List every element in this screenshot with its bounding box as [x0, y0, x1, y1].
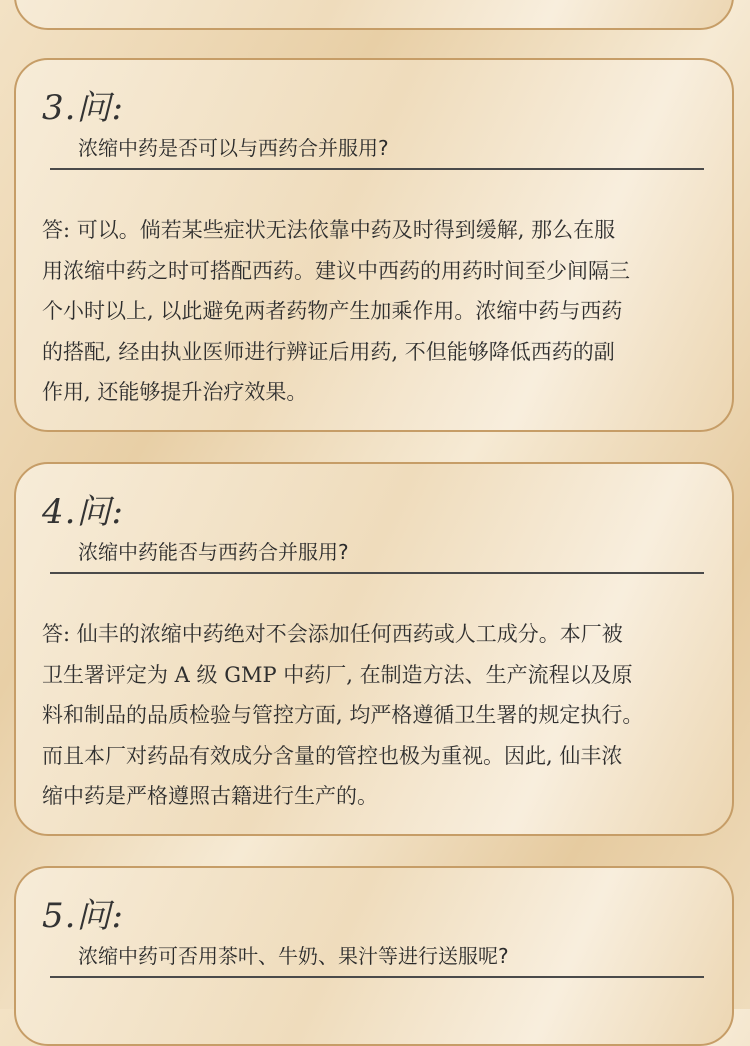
answer-line: 个小时以上, 以此避免两者药物产生加乘作用。浓缩中药与西药 [42, 299, 623, 323]
answer-line: 卫生署评定为 A 级 GMP 中药厂, 在制造方法、生产流程以及原 [42, 662, 633, 687]
answer-line: 答: 可以。倘若某些症状无法依靠中药及时得到缓解, 那么在服 [42, 218, 616, 242]
question-text: 浓缩中药可否用茶叶、牛奶、果汁等进行送服呢? [78, 944, 509, 968]
question-number: 3.问: [42, 88, 124, 128]
question-number: 4.问: [42, 492, 124, 532]
answer-line: 答: 仙丰的浓缩中药绝对不会添加任何西药或人工成分。本厂被 [42, 622, 623, 646]
divider [50, 572, 704, 574]
faq-card-5 [14, 866, 734, 1046]
answer-text [42, 614, 722, 817]
divider [50, 168, 704, 170]
question-text: 浓缩中药能否与西药合并服用? [78, 540, 349, 564]
question-text: 浓缩中药是否可以与西药合并服用? [78, 136, 389, 160]
answer-line: 的搭配, 经由执业医师进行辨证后用药, 不但能够降低西药的副 [42, 339, 615, 364]
answer-line: 料和制品的品质检验与管控方面, 均严格遵循卫生署的规定执行。 [42, 703, 644, 727]
answer-line: 作用, 还能够提升治疗效果。 [42, 380, 308, 404]
answer-line: 而且本厂对药品有效成分含量的管控也极为重视。因此, 仙丰浓 [42, 743, 623, 768]
faq-card-3 [14, 58, 734, 432]
divider [50, 976, 704, 978]
answer-line: 缩中药是严格遵照古籍进行生产的。 [42, 784, 378, 808]
question-number: 5.问: [42, 896, 124, 936]
answer-text [42, 210, 722, 413]
faq-card-4 [14, 462, 734, 836]
answer-line: 用浓缩中药之时可搭配西药。建议中西药的用药时间至少间隔三 [42, 258, 630, 283]
previous-faq-card [14, 0, 734, 30]
